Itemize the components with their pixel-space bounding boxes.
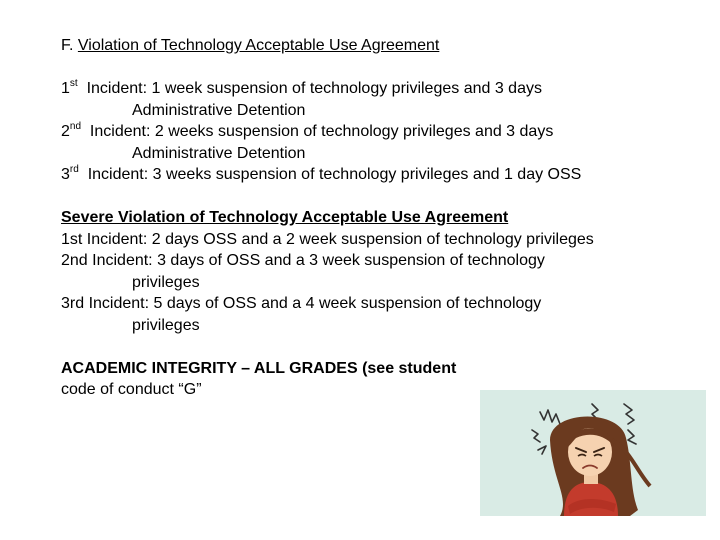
document-body (61, 35, 701, 401)
section-f-heading (61, 35, 701, 57)
ordinal-suffix: rd (69, 163, 79, 175)
severe-item-2: 2nd Incident: 3 days of OSS and a 3 week suspension of technology (61, 252, 545, 269)
severe-item-3: 3rd Incident: 5 days of OSS and a 4 week suspension of technology (61, 295, 542, 312)
item-text: Incident: 2 weeks suspension of technology privileges and 3 days (89, 123, 554, 140)
ordinal-suffix: st (69, 77, 78, 89)
academic-subline: code of conduct “G” (61, 381, 202, 398)
ordinal-suffix: nd (69, 120, 82, 132)
section-f-item-1 (61, 78, 701, 100)
item-number: 2 (61, 123, 70, 140)
severe-heading: Severe Violation of Technology Acceptable Use Agreement (61, 209, 509, 226)
section-f-item-1-cont: Administrative Detention (132, 101, 306, 119)
frustrated-girl-icon (480, 390, 706, 516)
frustrated-girl-illustration (480, 390, 706, 516)
section-f-item-2-cont: Administrative Detention (132, 144, 306, 162)
section-f-prefix: F. (61, 37, 78, 54)
section-f-item-2 (61, 121, 701, 143)
severe-item-1: 1st Incident: 2 days OSS and a 2 week suspension of technology privileges (61, 230, 594, 248)
section-f-title: Violation of Technology Acceptable Use Agreement (77, 37, 440, 54)
item-text: Incident: 3 weeks suspension of technology privileges and 1 day OSS (87, 166, 582, 183)
item-number: 1 (61, 80, 70, 97)
severe-item-2-cont: privileges (132, 273, 200, 291)
item-text: Incident: 1 week suspension of technology privileges and 3 days (86, 80, 542, 97)
section-f-item-3 (61, 164, 701, 186)
academic-heading: ACADEMIC INTEGRITY – ALL GRADES (see student (61, 359, 457, 377)
severe-item-3-cont: privileges (132, 316, 200, 334)
item-number: 3 (61, 166, 70, 183)
